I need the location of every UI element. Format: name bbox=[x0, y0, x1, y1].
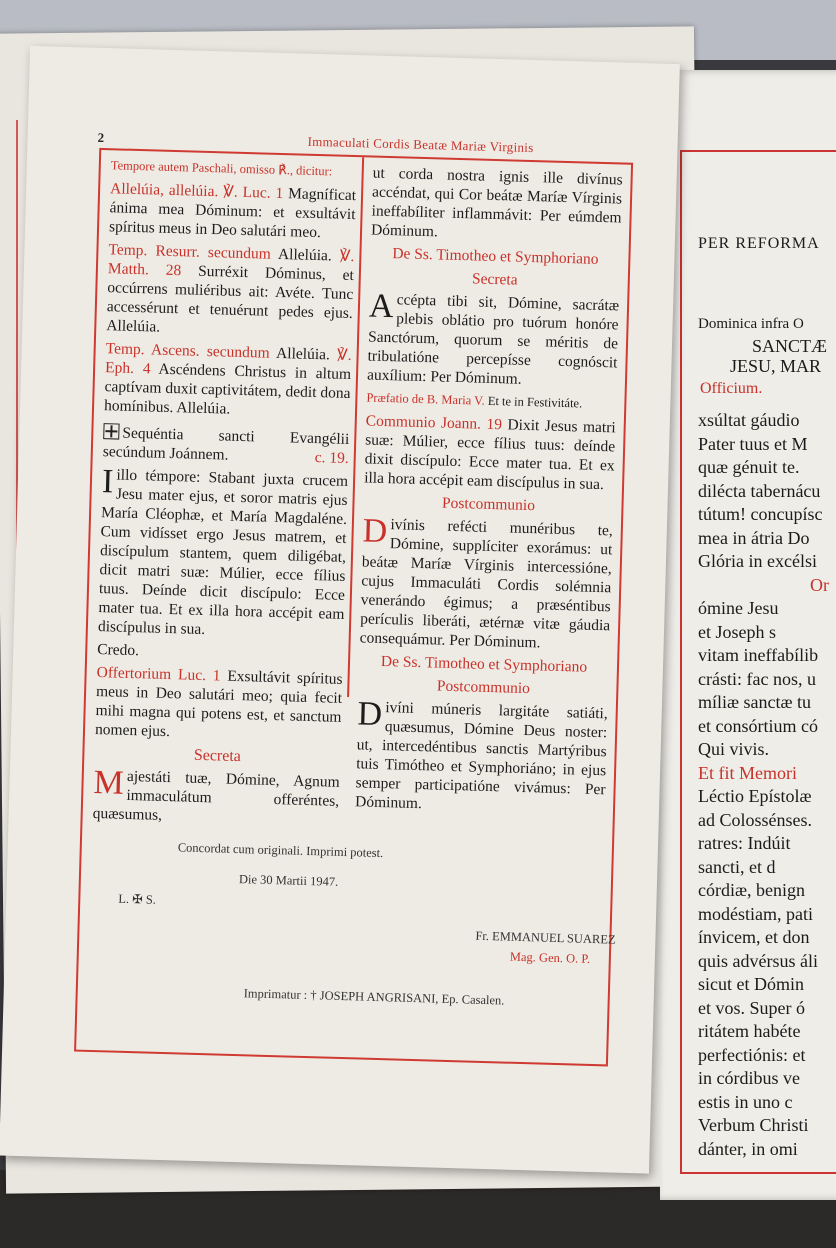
postcommunio-paragraph-2 bbox=[355, 697, 608, 818]
gospel-reference: c. 19. bbox=[314, 449, 349, 467]
next-page-body-line: Léctio Epístolæ bbox=[698, 786, 812, 806]
next-page-header: PER REFORMA bbox=[698, 235, 820, 252]
gospel-heading bbox=[103, 423, 350, 468]
next-page-body-line: ínvicem, et don bbox=[698, 927, 810, 947]
next-page-body-line: ratres: Indúit bbox=[698, 833, 791, 853]
next-page-officium: Officium. bbox=[700, 380, 763, 397]
approbation-date: Die 30 Martii 1947. bbox=[238, 872, 339, 889]
offertory-heading: Offertorium Luc. 1 bbox=[96, 664, 221, 685]
versicle-ref: ℣. Eph. 4 bbox=[104, 346, 352, 378]
postcommunio-text: ivínis refécti munéribus te, Dómine, supplíciter exorámus: ut beátæ Maríæ Vírginis intercessióne, cujus Immaculáti Cordis solémnia venerándo égimus; a præséntibus perículis liberáti, ætérnæ vitæ gáudia consequámur. Per Dóminum. bbox=[359, 516, 614, 652]
approbation-concordat: Concordat cum originali. Imprimi potest. bbox=[177, 840, 384, 861]
main-page bbox=[0, 46, 680, 1174]
resurrection-paragraph bbox=[106, 240, 355, 342]
next-page-body-line: ritátem habéte bbox=[698, 1021, 801, 1041]
rubric-paschal: Tempore autem Paschali, omisso ℟., dicitur: bbox=[110, 158, 333, 179]
next-page-line: SANCTÆ bbox=[752, 336, 828, 356]
running-head: Immaculati Cordis Beatæ Mariæ Virginis bbox=[307, 133, 534, 156]
postcommunio-heading: Postcommunio bbox=[441, 494, 536, 515]
gospel-intro: Sequéntia sancti Evangélii secúndum Joánnem. bbox=[102, 424, 350, 464]
next-page-body-line: estis in uno c bbox=[698, 1091, 793, 1112]
communion-text: Dixit Jesus matri suæ: Múlier, ecce fílius tuus: deínde dixit discípulo: Ecce mater tua. Et ex illa hora accépit eam discípulus in sua. bbox=[363, 416, 616, 494]
alleluia-word: Allelúia. bbox=[277, 245, 333, 265]
commemoration-heading-2: De Ss. Timotheo et Symphoriano bbox=[380, 652, 588, 676]
postcommunio-paragraph bbox=[359, 514, 613, 654]
postcommunio-heading-2: Postcommunio bbox=[436, 677, 531, 698]
secreta-text-2: ccépta tibi sit, Dómine, sacrátæ plebis oblátio pro tuórum honóre Sanctórum, quorum se méritis de tribulatióne percepísse cognóscit auxílium: Per Dóminum. bbox=[366, 291, 620, 388]
ascension-text: Ascéndens Christus in altum captívam duxit captivitátem, dedit dona homínibus. Allelúia. bbox=[103, 360, 352, 418]
next-page-body-line: dánter, in omi bbox=[698, 1138, 798, 1159]
preface-line bbox=[366, 388, 616, 414]
credo: Credo. bbox=[97, 641, 140, 660]
ascension-paragraph bbox=[104, 339, 352, 422]
next-page-body-line: sicut et Dómin bbox=[698, 974, 804, 994]
next-page-body-line: perfectiónis: et bbox=[698, 1044, 806, 1065]
secreta-paragraph bbox=[92, 763, 340, 830]
drop-cap: M bbox=[93, 763, 125, 802]
commemoration-heading: De Ss. Timotheo et Symphoriano bbox=[392, 245, 599, 268]
communion-heading: Communio Joann. 19 bbox=[365, 412, 503, 434]
next-page-body-line: Pater tuus et M bbox=[698, 433, 808, 454]
next-page-body-line: Verbum Christi bbox=[698, 1115, 809, 1135]
cross-icon bbox=[103, 423, 119, 439]
next-page-body-line: vitam ineffabílib bbox=[698, 645, 819, 665]
next-page-body-line: Glória in excélsi bbox=[698, 551, 817, 571]
page-number: 2 bbox=[97, 129, 105, 146]
offertory-text: Exsultávit spíritus meus in Deo salutári meo; quia fecit mihi magna qui potens est, et sanctum nomen ejus. bbox=[94, 667, 343, 741]
next-page-body-line: in córdibus ve bbox=[698, 1068, 800, 1088]
approbation-signer: Fr. EMMANUEL SUAREZ bbox=[475, 928, 616, 947]
versicle-ref: ℣. Matth. 28 bbox=[107, 247, 355, 280]
next-page-body-line: Qui vivis. bbox=[698, 739, 770, 759]
drop-cap: D bbox=[357, 695, 383, 734]
communion-paragraph bbox=[364, 411, 616, 494]
offertory-paragraph bbox=[95, 663, 343, 746]
collect-ending: ut corda nostra ignis ille divínus accéndat, qui Cor beátæ Maríæ Vírginis ineffabíliter inflammávit: Per eúmdem Dóminum. bbox=[370, 164, 623, 241]
next-page-line: Dominica infra O bbox=[698, 316, 804, 332]
preface-text: Et te in Festivitáte. bbox=[487, 393, 583, 411]
left-column bbox=[92, 156, 357, 834]
gospel-paragraph bbox=[98, 465, 349, 643]
drop-cap: I bbox=[101, 463, 114, 501]
secreta-heading-2: Secreta bbox=[471, 270, 518, 289]
drop-cap: D bbox=[362, 512, 388, 551]
postcommunio-text-2: ivíni múneris largitáte satiáti, quæsumus, Dómine Deus noster: ut, intercedéntibus sanctis Martýribus tuis Timótheo et Symphoriáno; in ejus semper participatióne vivámus: Per Dóminum. bbox=[354, 699, 608, 813]
next-page-body-line: et Joseph s bbox=[698, 621, 776, 642]
next-page bbox=[660, 70, 836, 1200]
preface-heading: Præfatio de B. Maria V. bbox=[366, 390, 485, 408]
next-page-body-line: míliæ sanctæ tu bbox=[698, 692, 812, 712]
next-page-body-line: modéstiam, pati bbox=[698, 903, 813, 924]
secreta-text: ajestáti tuæ, Dómine, Agnum immaculátum offeréntes, quæsumus, bbox=[92, 767, 340, 824]
alleluia-initial: Allelúia, allelúia. bbox=[109, 180, 219, 201]
next-page-body-line: Et fit Memori bbox=[698, 762, 797, 783]
next-page-body-line: quis advérsus áli bbox=[698, 950, 818, 971]
next-page-body-line: sancti, et d bbox=[698, 856, 776, 877]
next-page-body-line: ad Colossénses. bbox=[698, 809, 812, 830]
alleluia-text: Magníficat ánima mea Dóminum: et exsultávit spíritus meus in Deo salutári meo. bbox=[108, 185, 357, 242]
next-page-body-line: xsúltat gáudio bbox=[698, 410, 800, 430]
right-column bbox=[355, 164, 623, 823]
next-page-body-line: tútum! concupísc bbox=[698, 504, 823, 524]
rubric-resurr: Temp. Resurr. secundum bbox=[108, 241, 271, 263]
next-page-body-line: ómine Jesu bbox=[698, 598, 779, 618]
next-page-body-line: quæ génuit te. bbox=[698, 457, 800, 477]
next-page-body-line: córdiæ, benign bbox=[698, 880, 805, 900]
next-page-body-line: et vos. Super ó bbox=[698, 997, 805, 1018]
next-page-body-line: crásti: fac nos, u bbox=[698, 668, 816, 689]
approbation-signer-title: Mag. Gen. O. P. bbox=[509, 949, 591, 966]
alleluia-paragraph bbox=[109, 179, 356, 243]
resurrection-text: Surréxit Dóminus, et occúrrens muliéribus ait: Avéte. Tunc accessérunt et tenuérunt pedes ejus. Allelúia. bbox=[106, 262, 355, 336]
next-page-line: JESU, MAR bbox=[730, 356, 822, 376]
next-page-body-line: et consórtium có bbox=[698, 715, 818, 736]
imprimatur: Imprimatur : † JOSEPH ANGRISANI, Ep. Casalen. bbox=[243, 986, 505, 1008]
rubric-ascens: Temp. Ascens. secundum bbox=[105, 340, 270, 362]
alleluia-word: Allelúia. bbox=[275, 344, 331, 364]
secreta-heading: Secreta bbox=[193, 746, 242, 766]
next-page-body-line: dilécta tabernácu bbox=[698, 480, 821, 501]
next-page-body-line: Or bbox=[810, 574, 829, 595]
approbation-seal: L. ✠ S. bbox=[118, 891, 157, 907]
gospel-text: illo témpore: Stabant juxta crucem Jesu mater ejus, et soror matris ejus María Cléophæ, et María Magdaléne. Cum vidísset ergo Jesus matrem, et discípulum stantem, quem diligébat, dicit matri suæ: Múlier, ecce fílius tuus. Deínde dicit discípulo: Ecce mater tua. Et ex illa hora accépit eam discípulus in sua. bbox=[97, 466, 349, 639]
drop-cap: A bbox=[368, 287, 395, 326]
next-page-body-line: mea in átria Do bbox=[698, 527, 810, 548]
versicle-ref: ℣. Luc. 1 bbox=[222, 183, 284, 203]
secreta-paragraph-2 bbox=[367, 289, 620, 391]
